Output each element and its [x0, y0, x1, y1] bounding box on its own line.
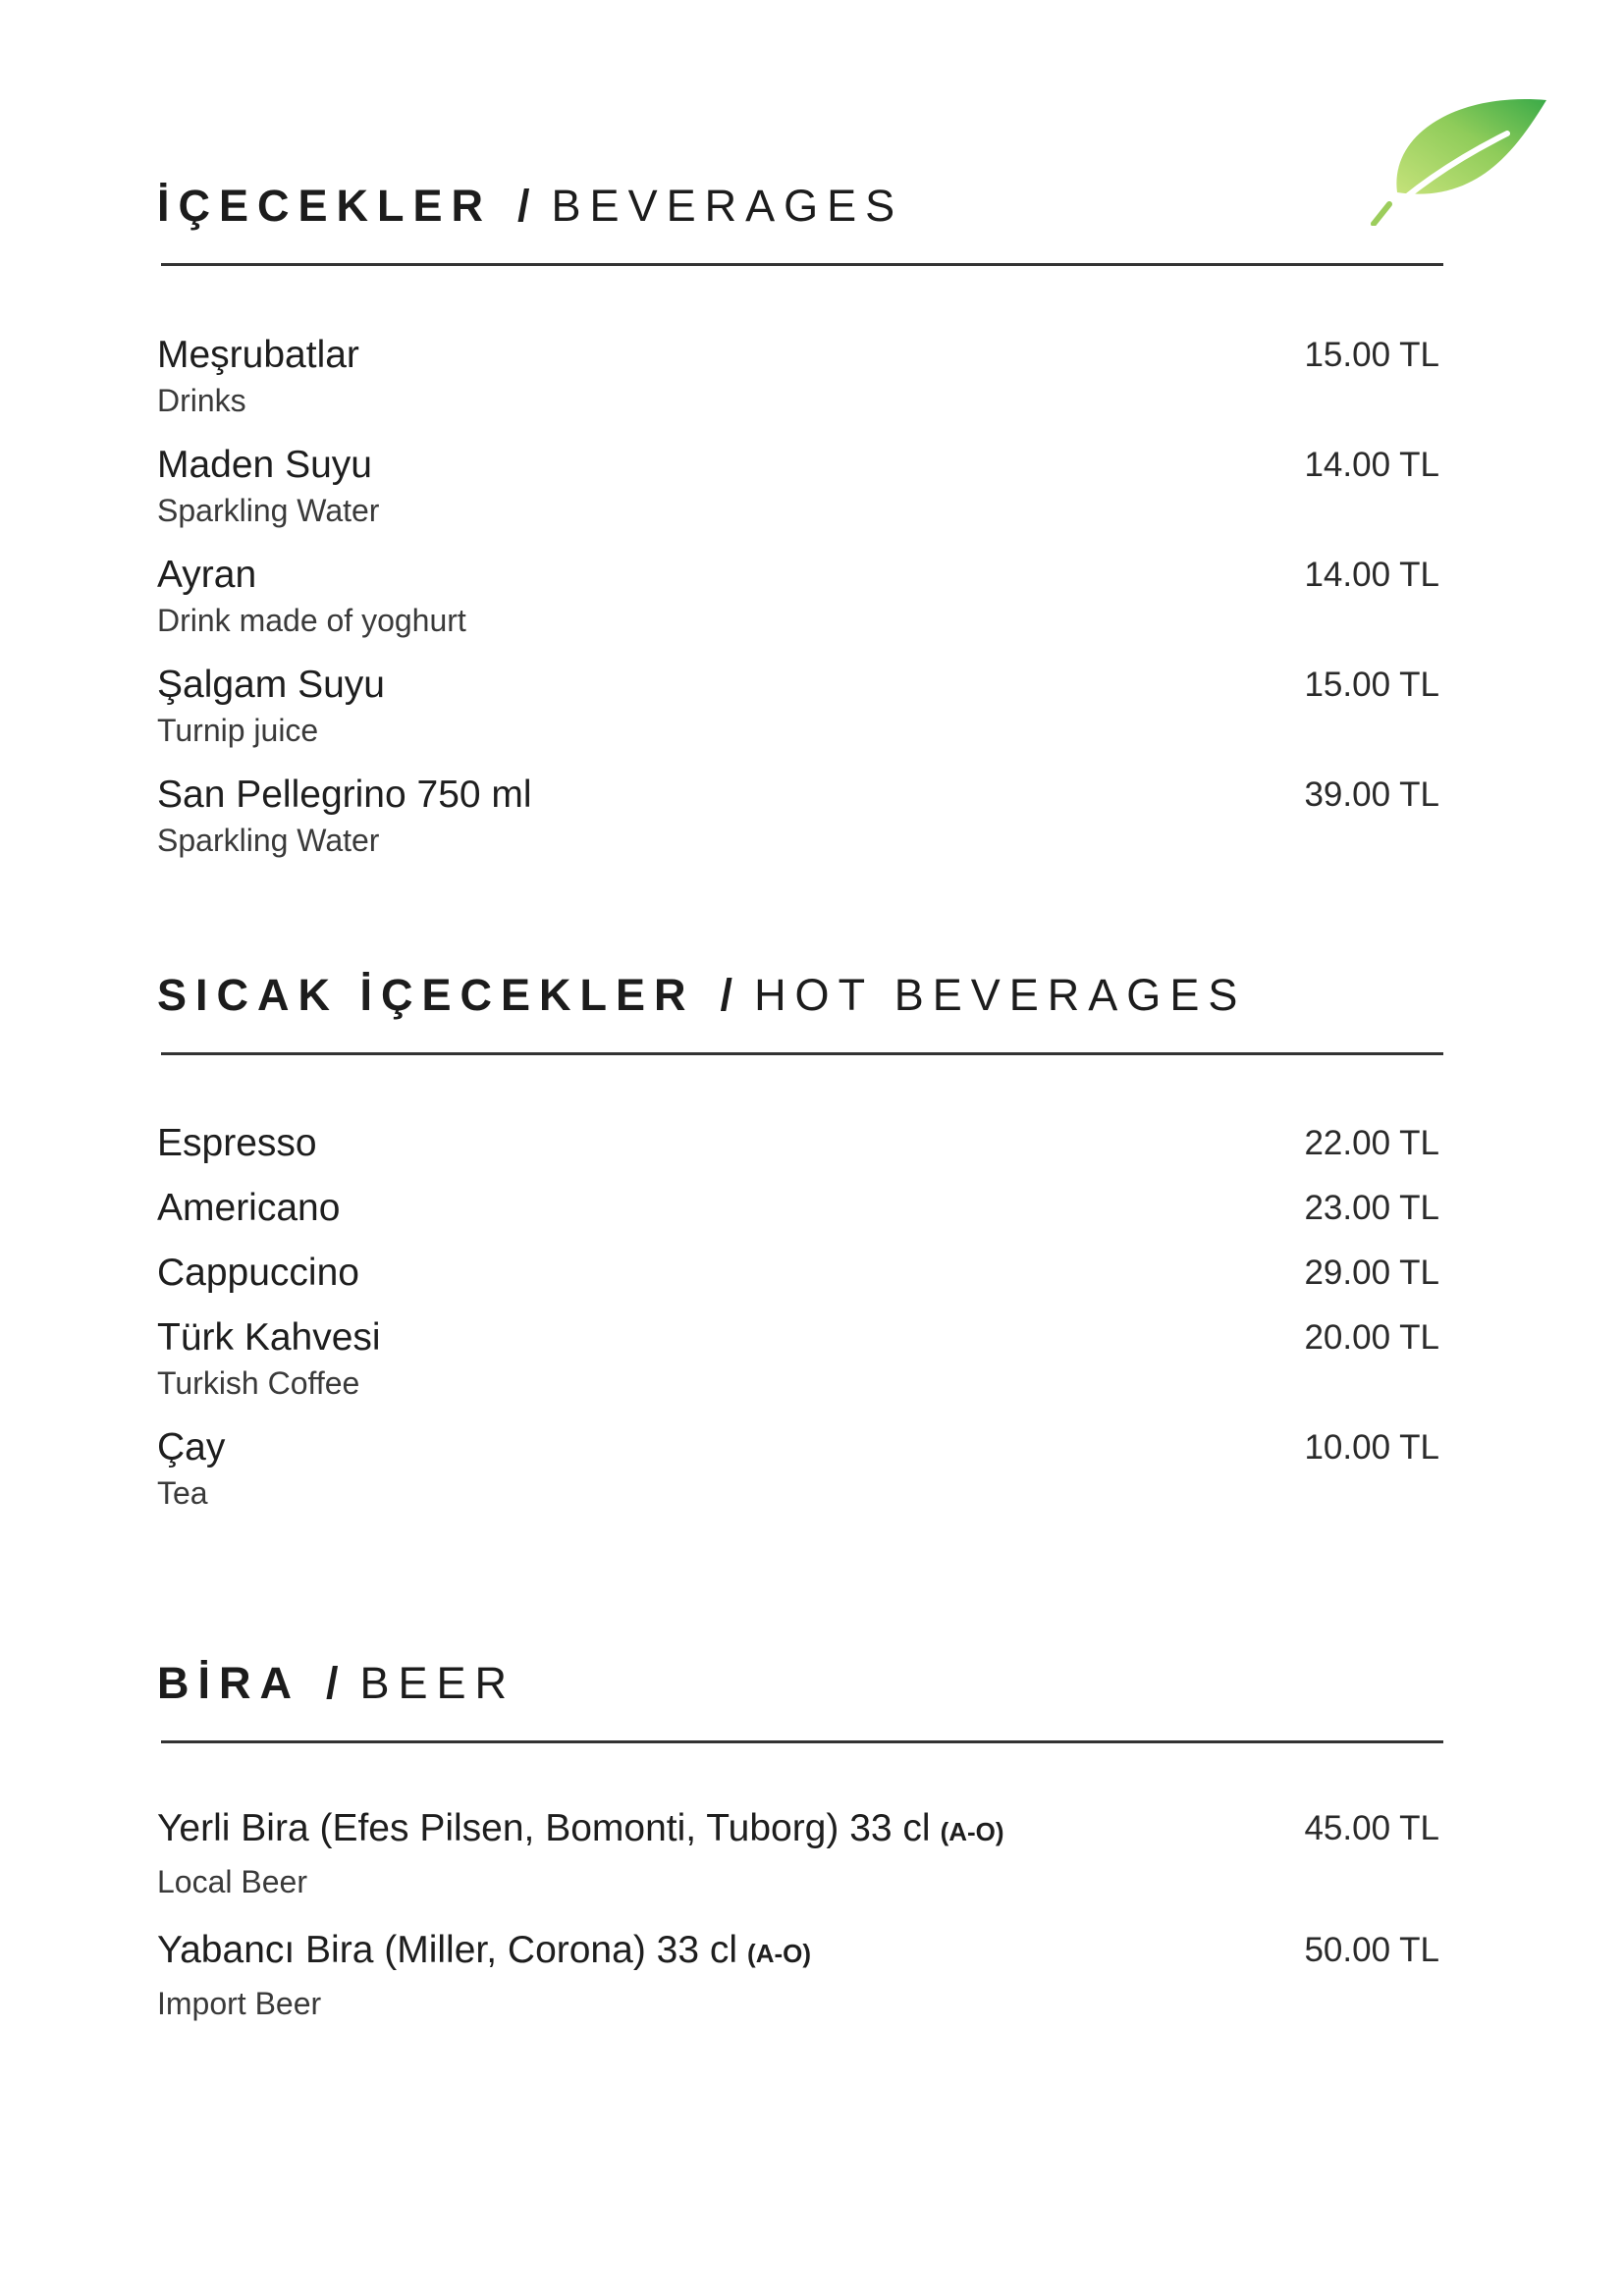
- item-price: 22.00 TL: [1304, 1124, 1439, 1162]
- section-title-tr: SICAK İÇECEKLER: [157, 970, 695, 1020]
- item-price: 10.00 TL: [1304, 1428, 1439, 1467]
- item-price: 20.00 TL: [1304, 1318, 1439, 1357]
- item-price: 39.00 TL: [1304, 775, 1439, 814]
- item-code: (A-O): [747, 1939, 812, 1968]
- section-header: [157, 181, 1439, 240]
- item-name: Cappuccino: [157, 1252, 359, 1294]
- section-beverages: [157, 181, 1439, 858]
- section-header: [157, 1658, 1439, 1717]
- item-name: Çay: [157, 1426, 226, 1468]
- item-price: 15.00 TL: [1304, 666, 1439, 704]
- section-title-separator: /: [326, 1658, 339, 1708]
- section-title-en: BEER: [359, 1658, 516, 1708]
- item-name: Americano: [157, 1187, 341, 1229]
- item-name: [157, 1929, 811, 1972]
- section-title-en: BEVERAGES: [551, 181, 904, 231]
- item-description: Sparkling Water: [157, 493, 380, 528]
- section-divider: [161, 1052, 1443, 1055]
- section-divider: [161, 1740, 1443, 1743]
- section-title-tr: BİRA: [157, 1658, 300, 1708]
- item-price: 50.00 TL: [1304, 1931, 1439, 1969]
- item-name: Meşrubatlar: [157, 334, 359, 376]
- item-description: Turnip juice: [157, 713, 319, 748]
- item-description: Sparkling Water: [157, 823, 380, 858]
- section-hot-beverages: [157, 970, 1439, 1511]
- section-beer: [157, 1658, 1439, 2021]
- item-description: Drinks: [157, 383, 246, 418]
- item-description: Local Beer: [157, 1864, 307, 1899]
- item-name-text: Yabancı Bira (Miller, Corona) 33 cl: [157, 1929, 738, 1971]
- item-description: Tea: [157, 1475, 208, 1511]
- item-name-text: Yerli Bira (Efes Pilsen, Bomonti, Tuborg) 33 cl: [157, 1807, 931, 1849]
- item-price: 14.00 TL: [1304, 556, 1439, 594]
- item-price: 23.00 TL: [1304, 1189, 1439, 1227]
- item-price: 15.00 TL: [1304, 336, 1439, 374]
- item-name: Maden Suyu: [157, 444, 372, 486]
- item-price: 29.00 TL: [1304, 1254, 1439, 1292]
- section-title-tr: İÇECEKLER: [157, 181, 493, 231]
- section-title-separator: /: [720, 970, 733, 1020]
- item-description: Drink made of yoghurt: [157, 603, 466, 638]
- section-header: [157, 970, 1439, 1029]
- item-description: Turkish Coffee: [157, 1365, 360, 1401]
- item-name: Türk Kahvesi: [157, 1316, 381, 1359]
- item-code: (A-O): [940, 1817, 1004, 1846]
- item-description: Import Beer: [157, 1986, 322, 2021]
- item-price: 45.00 TL: [1304, 1809, 1439, 1847]
- item-name: San Pellegrino 750 ml: [157, 774, 532, 816]
- section-title-en: HOT BEVERAGES: [754, 970, 1247, 1020]
- item-name: Şalgam Suyu: [157, 664, 385, 706]
- item-name: Espresso: [157, 1122, 317, 1164]
- item-price: 14.00 TL: [1304, 446, 1439, 484]
- section-title-separator: /: [517, 181, 530, 231]
- section-divider: [161, 263, 1443, 266]
- item-name: [157, 1807, 1004, 1850]
- item-name: Ayran: [157, 554, 257, 596]
